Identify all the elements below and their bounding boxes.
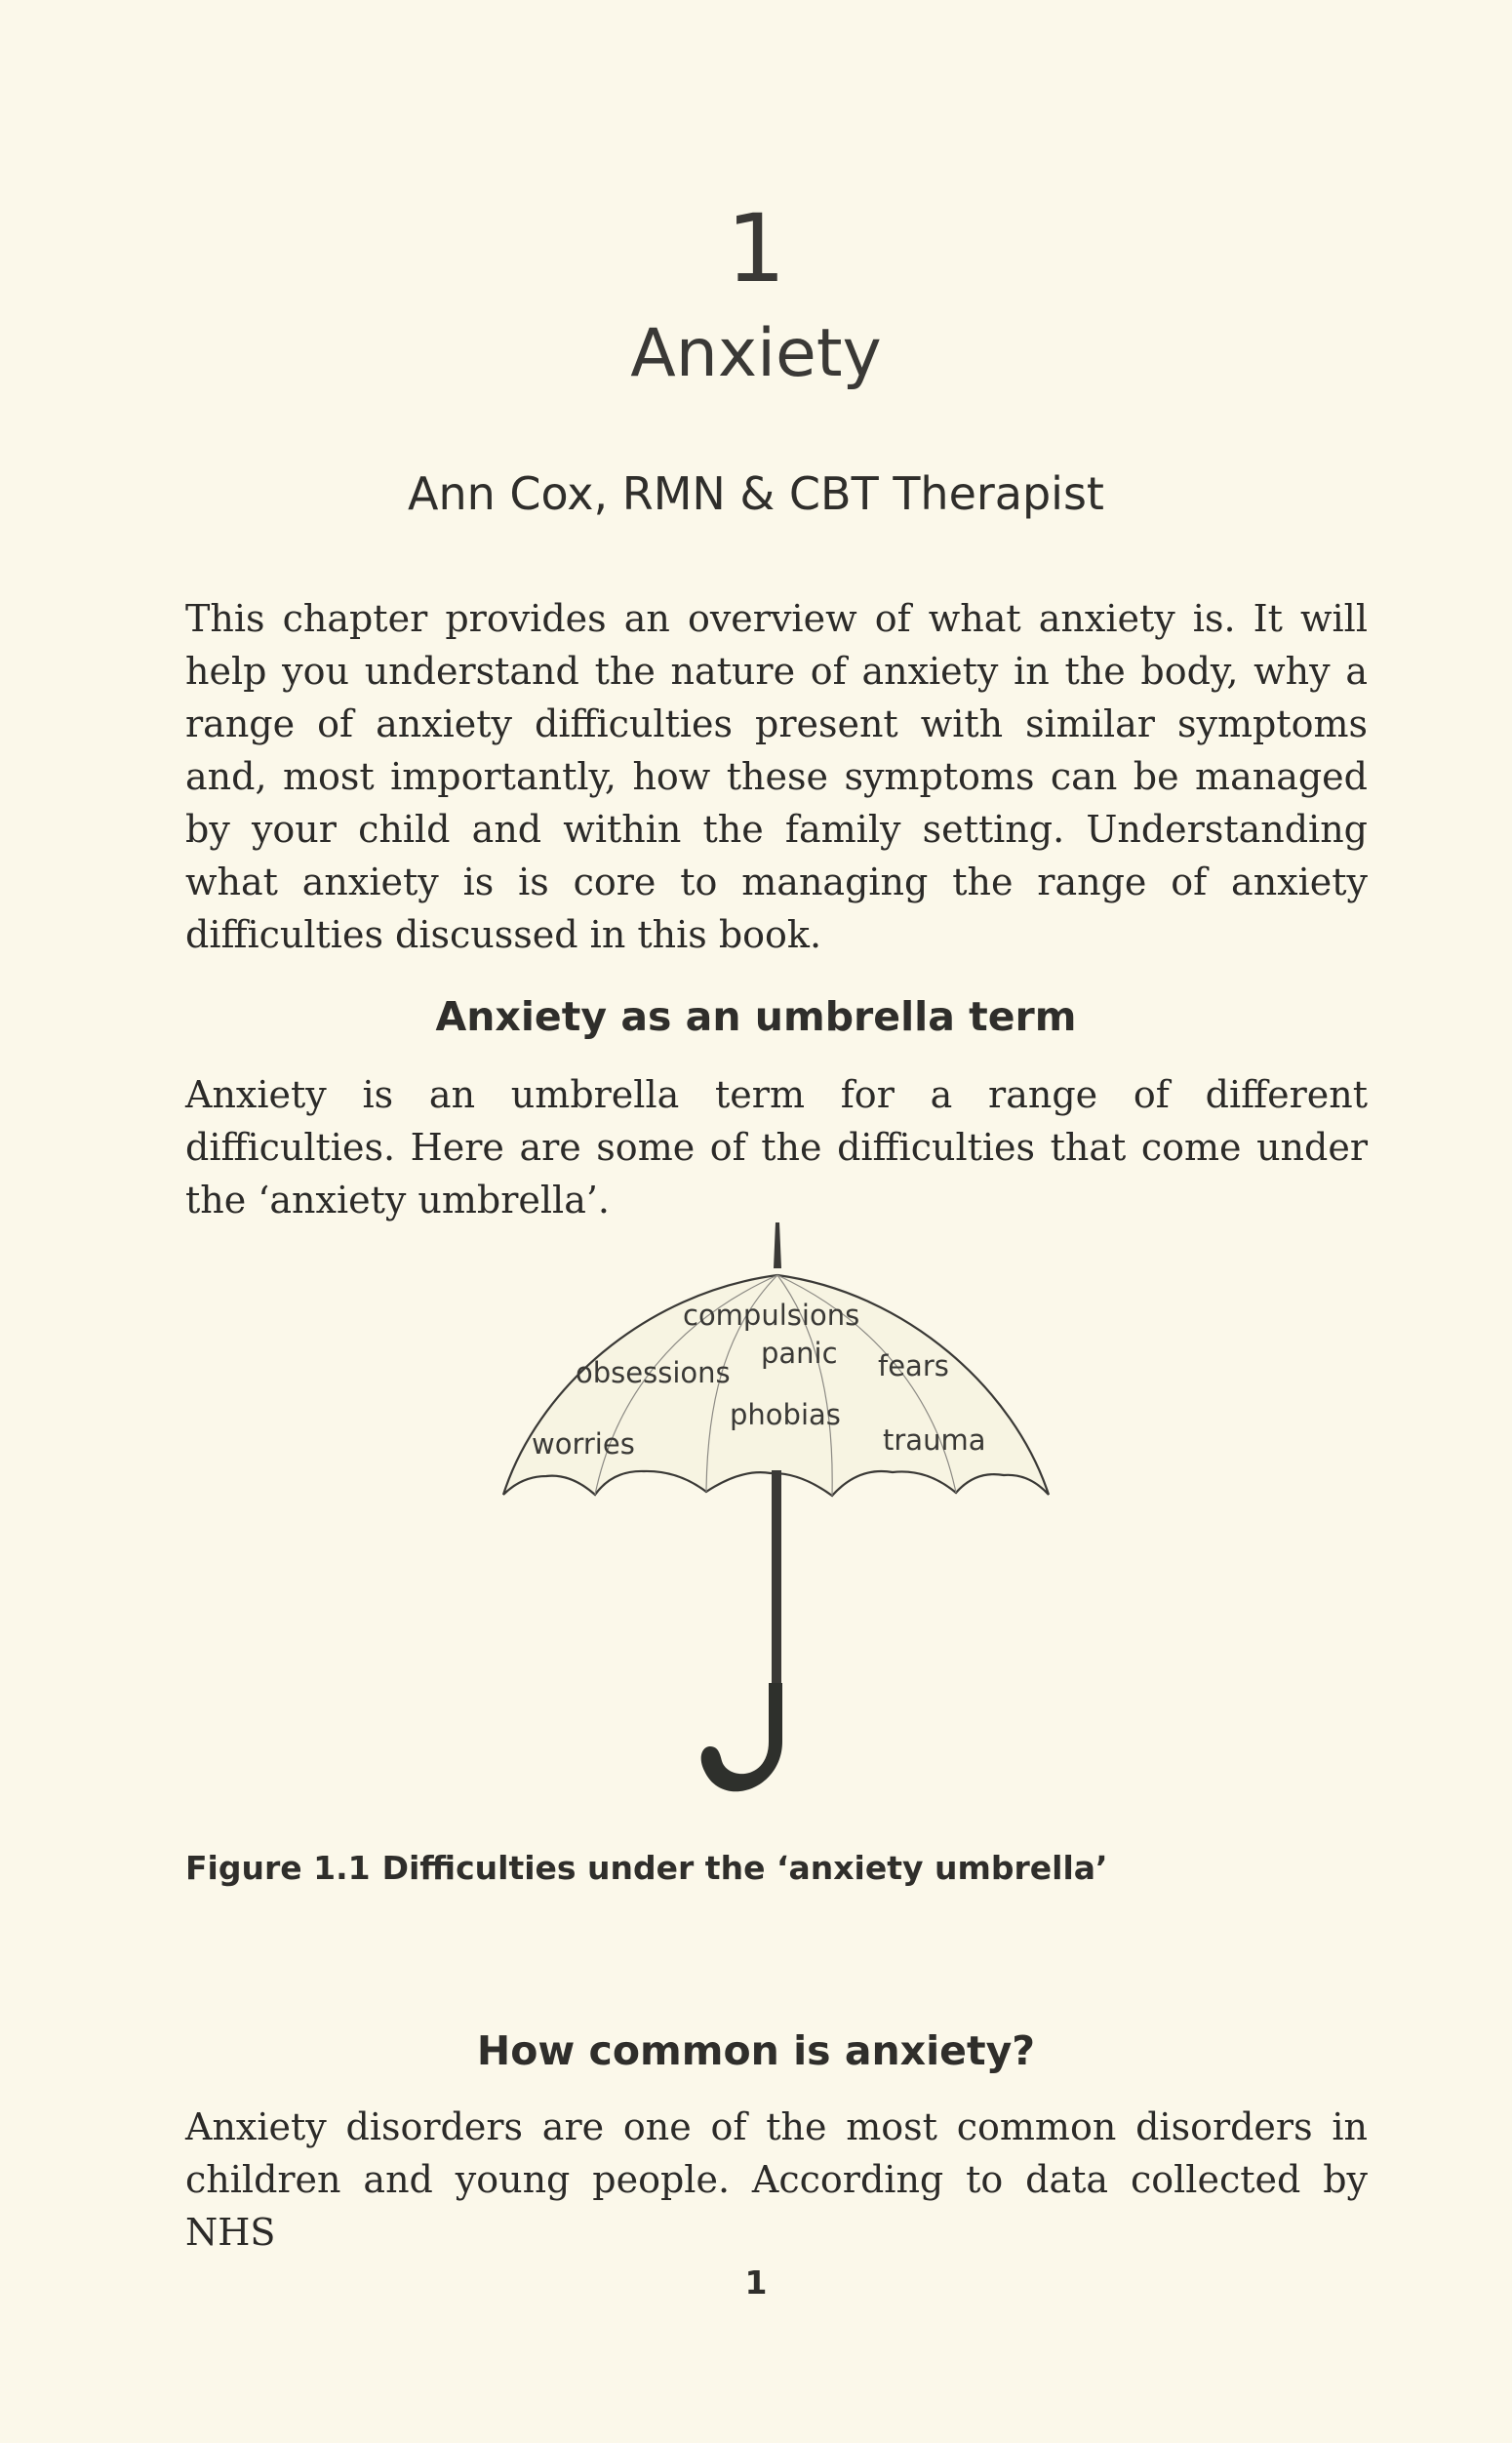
section-heading-common: How common is anxiety? xyxy=(476,2027,1036,2074)
label-worries: worries xyxy=(532,1427,635,1461)
intro-paragraph: This chapter provides an overview of what anxiety is. It will help you understand the nature of anxiety in the body, why a range of anxiety difficulties present with similar symptoms and, most importantly, how these symptoms can be managed by your child and within the family setting. Understanding what anxiety is is core to managing the range of anxiety difficulties discussed in this book. xyxy=(185,597,1368,956)
chapter-author: Ann Cox, RMN & CBT Therapist xyxy=(408,467,1104,520)
label-phobias: phobias xyxy=(730,1398,841,1431)
section-heading-umbrella: Anxiety as an umbrella term xyxy=(435,993,1077,1040)
umbrella-paragraph: Anxiety is an umbrella term for a range of different difficulties. Here are some of the difficulties that come under the ‘anxiety umbrella’. xyxy=(185,1073,1368,1222)
label-trauma: trauma xyxy=(883,1423,986,1457)
figure-caption-text: Difficulties under the ‘anxiety umbrella’ xyxy=(381,1849,1108,1887)
label-panic: panic xyxy=(761,1337,838,1370)
chapter-title: Anxiety xyxy=(630,315,882,392)
common-paragraph: Anxiety disorders are one of the most common disorders in children and young people. According to data collected by NHS xyxy=(185,2105,1368,2254)
umbrella-tip xyxy=(774,1222,781,1268)
umbrella-illustration xyxy=(497,1215,1054,1810)
figure-caption-number: Figure 1.1 xyxy=(185,1849,371,1887)
umbrella-handle xyxy=(701,1683,782,1791)
label-obsessions: obsessions xyxy=(576,1356,731,1389)
label-compulsions: compulsions xyxy=(683,1299,860,1332)
page-number: 1 xyxy=(744,2263,768,2302)
figure-caption xyxy=(185,1846,1108,1891)
label-fears: fears xyxy=(878,1349,949,1382)
chapter-number: 1 xyxy=(726,194,786,303)
umbrella-figure xyxy=(497,1215,1054,1810)
